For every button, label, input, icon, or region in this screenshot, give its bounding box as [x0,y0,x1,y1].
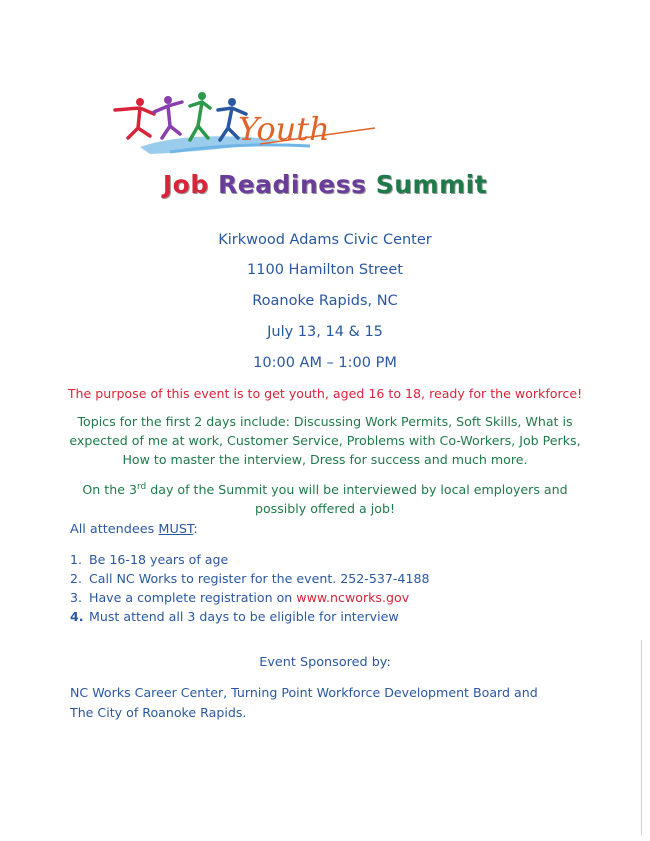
item-text: Be 16-18 years of age [89,552,229,567]
attendees-must: MUST [158,522,194,537]
event-time: 10:00 AM – 1:00 PM [253,355,397,371]
ncworks-link[interactable]: www.ncworks.gov [296,590,410,605]
page-title [0,170,650,199]
topics-paragraph: Topics for the first 2 days include: Discussing Work Permits, Soft Skills, What is expected of me at work, Customer Service, Problems with Co-Workers, Job Perks, How to master the interview, Dress for success and much more. [69,414,581,467]
requirements-list [70,550,429,626]
attendees-suffix: : [193,522,198,537]
item-number: 1. [70,552,83,567]
title-word-readiness: Readiness [217,170,367,199]
youth-logo [110,92,390,162]
item-text: Have a complete registration on [89,590,297,605]
item-text: Must attend all 3 days to be eligible for interview [89,609,399,624]
item-number: 3. [70,590,83,605]
sponsors-text: NC Works Career Center, Turning Point Workforce Development Board and The City of Roanoke Rapids. [70,685,538,720]
attendees-heading [70,522,198,537]
item-text: Call NC Works to register for the event. 252-537-4188 [89,571,430,586]
venue: Kirkwood Adams Civic Center [218,232,432,248]
street-address: 1100 Hamilton Street [247,262,403,278]
logo-text: Youth [238,110,330,148]
list-item [70,550,429,569]
list-item [70,588,429,607]
list-item [70,569,429,588]
page-edge-divider [641,640,642,835]
title-word-job: Job [162,170,209,199]
item-number: 4. [70,609,84,624]
item-number: 2. [70,571,83,586]
third-day-sup: rd [136,482,147,492]
third-day-suffix: day of the Summit you will be interviewed by local employers and possibly offered a job! [146,482,568,517]
purpose-statement: The purpose of this event is to get youth, aged 16 to 18, ready for the workforce! [67,386,583,401]
sponsor-label: Event Sponsored by: [259,655,391,670]
third-day-prefix: On the 3 [82,482,137,498]
event-dates: July 13, 14 & 15 [267,324,383,340]
city-state: Roanoke Rapids, NC [252,293,398,309]
list-item [70,607,429,626]
title-word-summit: Summit [375,170,488,199]
attendees-prefix: All attendees [70,522,159,537]
third-day-paragraph [60,478,590,518]
